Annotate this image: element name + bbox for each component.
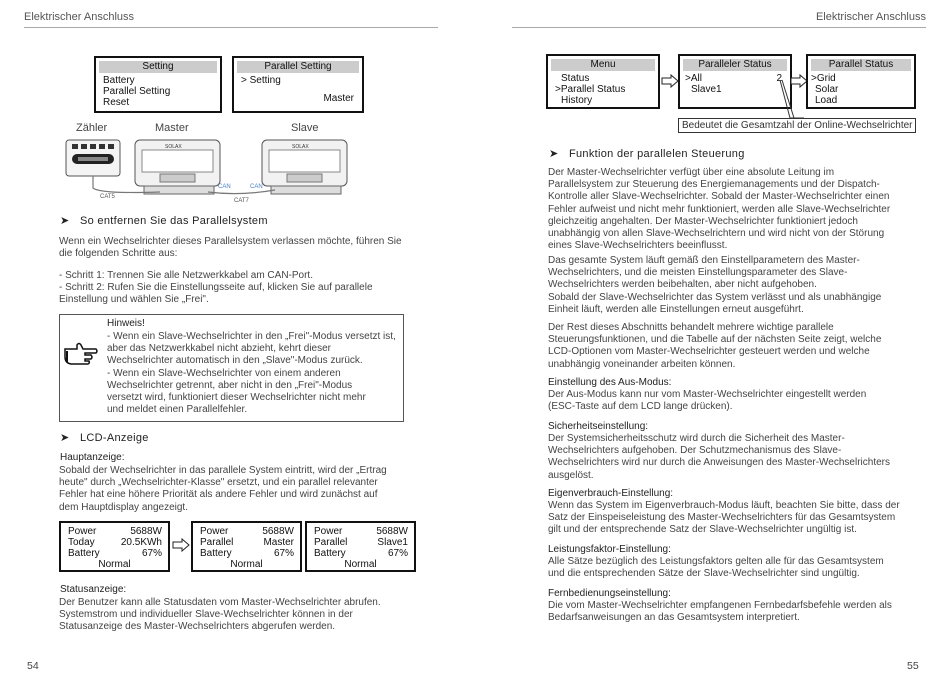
lcd-key: Power (314, 526, 343, 537)
online-count-callout: Bedeutet die Gesamtzahl der Online-Wechselrichter (678, 118, 916, 133)
lcd-key: Today (68, 537, 95, 548)
removal-steps (59, 270, 373, 307)
online-count: 2 (776, 73, 782, 84)
text-line: Der Rest dieses Abschnitts behandelt mehrere wichtige parallele (548, 322, 834, 333)
can-port-label: CAN (218, 184, 231, 190)
section-title-text: So entfernen Sie das Parallelsystem (80, 215, 268, 227)
text-line: Kontrolle aller Slave-Wechselrichter. Sobald der Master-Wechselrichter einen (548, 191, 890, 203)
text-line: Wenn ein Wechselrichter dieses Parallelsystem verlassen möchte, führen Sie (59, 236, 402, 247)
text-line: Fehler aufweist und nicht mehr funktioniert, werden alle Slave-Wechselrichter (548, 203, 891, 215)
section-remove-parallel-title (60, 214, 268, 227)
text-line: - Wenn ein Slave-Wechselrichter in den „Frei"-Modus versetzt ist, (107, 331, 396, 342)
lcd-line: Status (561, 73, 590, 84)
callout-pointer (770, 78, 810, 120)
text-line: die folgenden Schritte aus: (59, 248, 178, 260)
lcd-status: Normal (98, 559, 131, 570)
section-title-text: LCD-Anzeige (80, 432, 149, 444)
off-mode-title: Einstellung des Aus-Modus: (548, 377, 672, 388)
left-page-header: Elektrischer Anschluss (24, 11, 135, 23)
setting-lcd-box (94, 56, 222, 113)
lcd-title: Menu (551, 59, 655, 71)
lcd-row (307, 548, 414, 559)
text-line: Der Benutzer kann alle Statusdaten vom Master-Wechselrichter abrufen. (59, 597, 381, 608)
lcd-key: Battery (200, 548, 232, 559)
text-line: Satz der Einspeiseleistung des Master-Wechselrichters für das Gesamtsystem (548, 512, 896, 524)
lcd-value: Slave1 (377, 537, 408, 548)
text-line: Bedarfsanweisungen an das Gesamtsystem interpretiert. (548, 612, 800, 624)
power-factor-text (548, 556, 884, 580)
arrow-bullet-icon: ➤ (549, 148, 559, 160)
lcd-key: Battery (68, 548, 100, 559)
lcd-line: Battery (103, 75, 135, 86)
text-line: eines Slave-Wechselrichters beeinflusst. (548, 240, 728, 252)
cable-cat7-label: CAT7 (234, 198, 249, 204)
self-use-title: Eigenverbrauch-Einstellung: (548, 488, 674, 499)
text-line: Sobald der Slave-Wechselrichter das System verlässt und als unabhängige (548, 291, 882, 303)
lcd-line: >Grid (811, 73, 836, 84)
lcd-row (193, 526, 300, 537)
wiring-diagram (60, 136, 360, 206)
lcd-title: Parallel Status (811, 59, 911, 71)
lcd-value: Master (263, 537, 294, 548)
meter-label: Zähler (76, 122, 108, 134)
arrow-right-icon (172, 538, 190, 552)
text-line: und meldet einen Parallelfehler. (107, 404, 248, 416)
lcd-line: History (561, 95, 593, 106)
arrow-bullet-icon: ➤ (60, 432, 70, 444)
text-line: Der Systemsicherheitsschutz wird durch die Sicherheit des Master- (548, 433, 845, 444)
text-line: Der Master-Wechselrichter verfügt über eine absolute Leitung im (548, 167, 835, 178)
lcd-title: Paralleler Status (683, 59, 787, 71)
lcd-line: >Parallel Status (555, 84, 626, 95)
pointing-hand-icon (63, 341, 99, 367)
section-title-text: Funktion der parallelen Steuerung (569, 148, 745, 160)
lcd-row (307, 526, 414, 537)
lcd-value: 5688W (376, 526, 408, 537)
lcd-line: Reset (103, 97, 130, 108)
text-line: Wechselrichter automatisch in den „Slave"-Modus zurück. (107, 355, 363, 367)
text-line: Wechselrichters, und die meisten Einstellungsparameter des Slave- (548, 267, 848, 279)
lcd-status: Normal (344, 559, 377, 570)
left-header-rule (24, 27, 438, 28)
lcd-main-master (191, 521, 302, 572)
text-line: Parallelsystem zur Steuerung des Energiemanagements und der Dispatch- (548, 179, 880, 191)
off-mode-text (548, 389, 866, 413)
note-title: Hinweis! (107, 318, 145, 329)
lcd-key: Battery (314, 548, 346, 559)
text-line: versetzt wird, funktioniert dieser Wechselrichter nicht mehr (107, 392, 366, 404)
right-paragraph-1 (548, 167, 890, 252)
text-line: Einheit läuft, werden alle Einstellungen erneut ausgeführt. (548, 303, 804, 315)
text-line: Wechselrichters aufgehoben. Der Schutzmechanismus des Slave- (548, 445, 842, 457)
text-line: unabhängig voneinander arbeiten können. (548, 358, 736, 370)
right-paragraph-2 (548, 255, 881, 316)
arrow-bullet-icon: ➤ (60, 215, 70, 227)
main-display-text (59, 465, 387, 514)
note-box (59, 314, 404, 422)
step-line: Einstellung und wählen Sie „Frei". (59, 294, 209, 306)
lcd-status: Normal (230, 559, 263, 570)
lcd-row (61, 526, 168, 537)
text-line: Der Aus-Modus kann nur vom Master-Wechselrichter eingestellt werden (548, 389, 867, 400)
text-line: Sobald der Wechselrichter in das parallele System eintritt, wird der „Ertrag (59, 465, 387, 476)
text-line: Fehler hat eine höhere Priorität als andere Fehler und wird zunächst auf (59, 489, 378, 501)
left-page-number: 54 (27, 660, 39, 672)
lcd-value: 67% (141, 548, 162, 559)
text-line: Wechselrichters werden beibehalten, aber nicht aufgehoben. (548, 279, 817, 291)
remote-control-text (548, 600, 892, 624)
lcd-row (61, 548, 168, 559)
text-line: (ESC-Taste auf dem LCD lange drücken). (548, 401, 733, 413)
slave-brand: SOLAX (292, 144, 309, 150)
status-display-text (59, 597, 381, 634)
lcd-key: Parallel (200, 537, 234, 548)
lcd-row (193, 548, 300, 559)
text-line: gilt und der entsprechende Satz der Slave-Wechselrichter ungültig ist. (548, 524, 857, 536)
main-display-title: Hauptanzeige: (60, 452, 125, 463)
text-line: Wenn das System im Eigenverbrauch-Modus läuft, beachten Sie bitte, dass der (548, 500, 900, 511)
lcd-main-default (59, 521, 170, 572)
arrow-right-icon (661, 74, 679, 88)
lcd-line: > Setting (241, 75, 281, 86)
step-line: - Schritt 1: Trennen Sie alle Netzwerkkabel am CAN-Port. (59, 270, 313, 281)
lcd-value: 67% (273, 548, 294, 559)
lcd-line: Slave1 (691, 84, 722, 95)
lcd-line: Solar (815, 84, 839, 95)
text-line: Wechselrichter getrennt, aber nicht in den „Frei"-Modus (107, 379, 353, 391)
note-body (107, 331, 396, 416)
right-header-rule (512, 27, 926, 28)
section-parallel-control-title (549, 147, 745, 160)
text-line: Systemstrom und individueller Slave-Wechselrichter können in der (59, 609, 353, 621)
section-lcd-display-title (60, 431, 149, 444)
master-brand: SOLAX (165, 144, 182, 150)
lcd-value: 20.5KWh (120, 537, 162, 548)
lcd-key: Power (200, 526, 229, 537)
parallel-status-lcd-box (806, 54, 916, 109)
text-line: ausgelöst. (548, 469, 594, 481)
text-line: gleichzeitig angehalten. Der Master-Wechselrichter funktioniert jedoch (548, 215, 858, 227)
remote-control-title: Fernbedienungseinstellung: (548, 588, 671, 599)
text-line: Steuerungsfunktionen, und die Tabelle auf der nächsten Seite zeigt, welche (548, 334, 882, 346)
text-line: - Wenn ein Slave-Wechselrichter von einem anderen (107, 367, 341, 379)
safety-text (548, 433, 890, 482)
menu-lcd-box (546, 54, 660, 109)
power-factor-title: Leistungsfaktor-Einstellung: (548, 544, 671, 555)
lcd-row (307, 537, 414, 548)
lcd-value: 5688W (262, 526, 294, 537)
can-port-label: CAN (250, 184, 263, 190)
text-line: dem Hauptdisplay angezeigt. (59, 501, 188, 513)
text-line: Wechselrichters wird nur durch die Anweisungen des Master-Wechselrichters (548, 457, 890, 469)
lcd-value: 5688W (130, 526, 162, 537)
lcd-line: Load (815, 95, 838, 106)
right-page-header: Elektrischer Anschluss (815, 11, 926, 23)
text-line: LCD-Optionen vom Master-Wechselrichter gesteuert werden und welche (548, 346, 870, 358)
lcd-main-slave (305, 521, 416, 572)
text-line: und die entsprechenden Sätze der Slave-Wechselrichter sind ungültig. (548, 568, 860, 580)
right-paragraph-3 (548, 322, 881, 371)
lcd-key: Parallel (314, 537, 348, 548)
lcd-text: >All (685, 73, 702, 84)
lcd-row (193, 537, 300, 548)
text-line: Die vom Master-Wechselrichter empfangenen Fernbedarfsbefehle werden als (548, 600, 892, 611)
text-line: Statusanzeige des Master-Wechselrichters abgerufen werden. (59, 621, 336, 633)
text-line: aber das Netzwerkkabel nicht abzieht, kehrt dieser (107, 343, 332, 355)
text-line: unabhängig von allen Slave-Wechselrichtern und wird nicht von der Störung (548, 228, 885, 240)
lcd-line: Parallel Setting (103, 86, 171, 97)
text-line: Das gesamte System läuft gemäß den Einstellparametern des Master- (548, 255, 860, 266)
lcd-value: 67% (387, 548, 408, 559)
lcd-row (61, 537, 168, 548)
lcd-key: Power (68, 526, 97, 537)
master-label: Master (155, 122, 189, 134)
text-line: heute" durch „Wechselrichter-Klasse" ersetzt, und ein parallel relevanter (59, 477, 378, 489)
self-use-text (548, 500, 900, 537)
parallel-setting-lcd-box (232, 56, 364, 113)
text-line: Alle Sätze bezüglich des Leistungsfaktors gelten alle für das Gesamtsystem (548, 556, 884, 567)
right-page-number: 55 (907, 660, 919, 672)
cable-cat5-label: CAT5 (100, 194, 115, 200)
lcd-title: Parallel Setting (237, 61, 359, 73)
lcd-title: Setting (99, 61, 217, 73)
left-paragraph-1 (59, 236, 402, 260)
lcd-line: Master (323, 93, 354, 104)
status-display-title: Statusanzeige: (60, 584, 127, 595)
step-line: - Schritt 2: Rufen Sie die Einstellungsseite auf, klicken Sie auf parallele (59, 282, 373, 294)
safety-title: Sicherheitseinstellung: (548, 421, 649, 432)
meter-icon (66, 140, 120, 176)
slave-label: Slave (291, 122, 319, 134)
